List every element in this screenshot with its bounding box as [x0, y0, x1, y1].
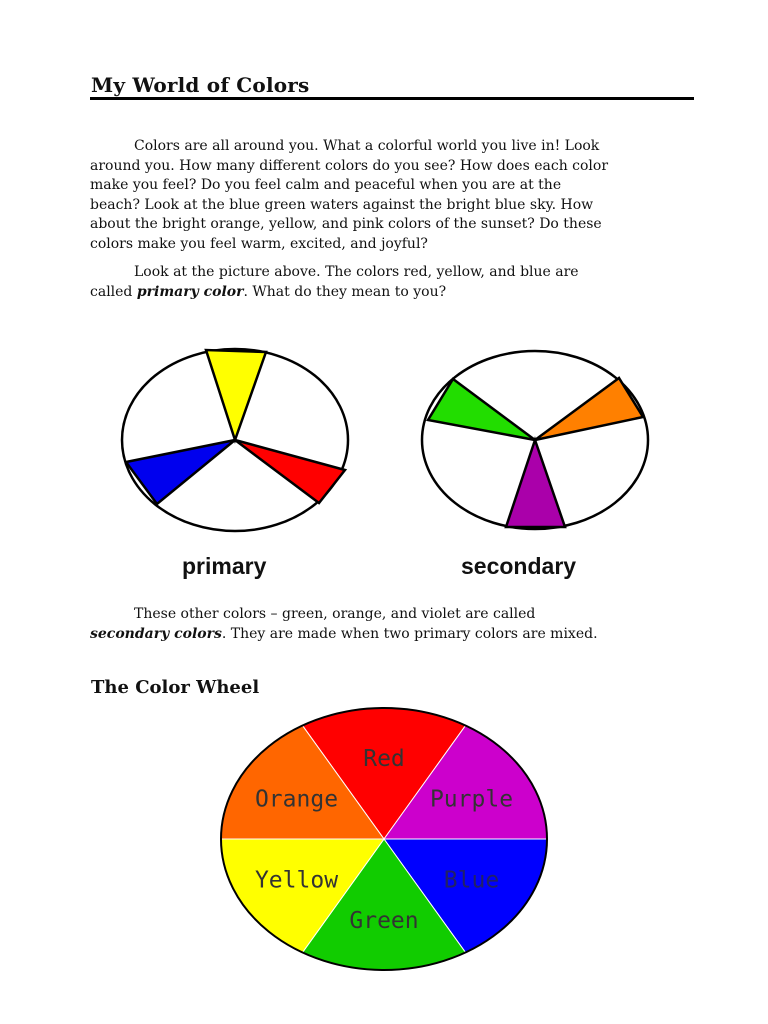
intro-line-6: colors make you feel warm, excited, and joyful? [90, 235, 428, 252]
color-wheel-label-blue: Blue [443, 867, 500, 894]
intro-line-3: make you feel? Do you feel calm and peaceful when you are at the [90, 177, 562, 194]
page-title: My World of Colors [91, 73, 310, 97]
secondary-label: secondary [461, 553, 577, 579]
color-wheel-heading: The Color Wheel [91, 677, 260, 698]
color-wheel-label-orange: Orange [254, 786, 339, 813]
primary-line-1: Look at the picture above. The colors red, yellow, and blue are [134, 264, 579, 280]
secondary-paragraph [90, 605, 680, 644]
intro-line-1: Colors are all around you. What a colorful world you live in! Look [134, 138, 600, 154]
primary-line-2-end: . What do they mean to you? [243, 283, 447, 300]
intro-line-2: around you. How many different colors do you see? How does each color [90, 157, 609, 174]
secondary-colors-term: secondary colors [90, 625, 222, 642]
intro-paragraph [90, 137, 680, 255]
secondary-colors-wheel [418, 346, 654, 536]
secondary-line-1: These other colors – green, orange, and violet are called [134, 606, 536, 622]
color-wheel-label-purple: Purple [429, 786, 514, 813]
primary-line-2 [90, 283, 680, 303]
color-wheel-label-green: Green [349, 908, 419, 935]
color-wheel-label-red: Red [363, 745, 405, 772]
primary-paragraph [90, 263, 680, 302]
secondary-line-2 [90, 625, 680, 645]
primary-line-2-start: called [90, 283, 137, 300]
primary-label: primary [182, 553, 267, 579]
color-wheel [218, 704, 552, 976]
intro-line-5: about the bright orange, yellow, and pink colors of the sunset? Do these [90, 216, 602, 233]
title-underline [90, 97, 694, 100]
secondary-line-2-end: . They are made when two primary colors are mixed. [221, 625, 598, 642]
intro-line-4: beach? Look at the blue green waters against the bright blue sky. How [90, 196, 594, 213]
primary-color-term: primary color [136, 283, 244, 300]
color-wheel-label-yellow: Yellow [254, 867, 339, 894]
primary-colors-wheel [118, 346, 354, 536]
